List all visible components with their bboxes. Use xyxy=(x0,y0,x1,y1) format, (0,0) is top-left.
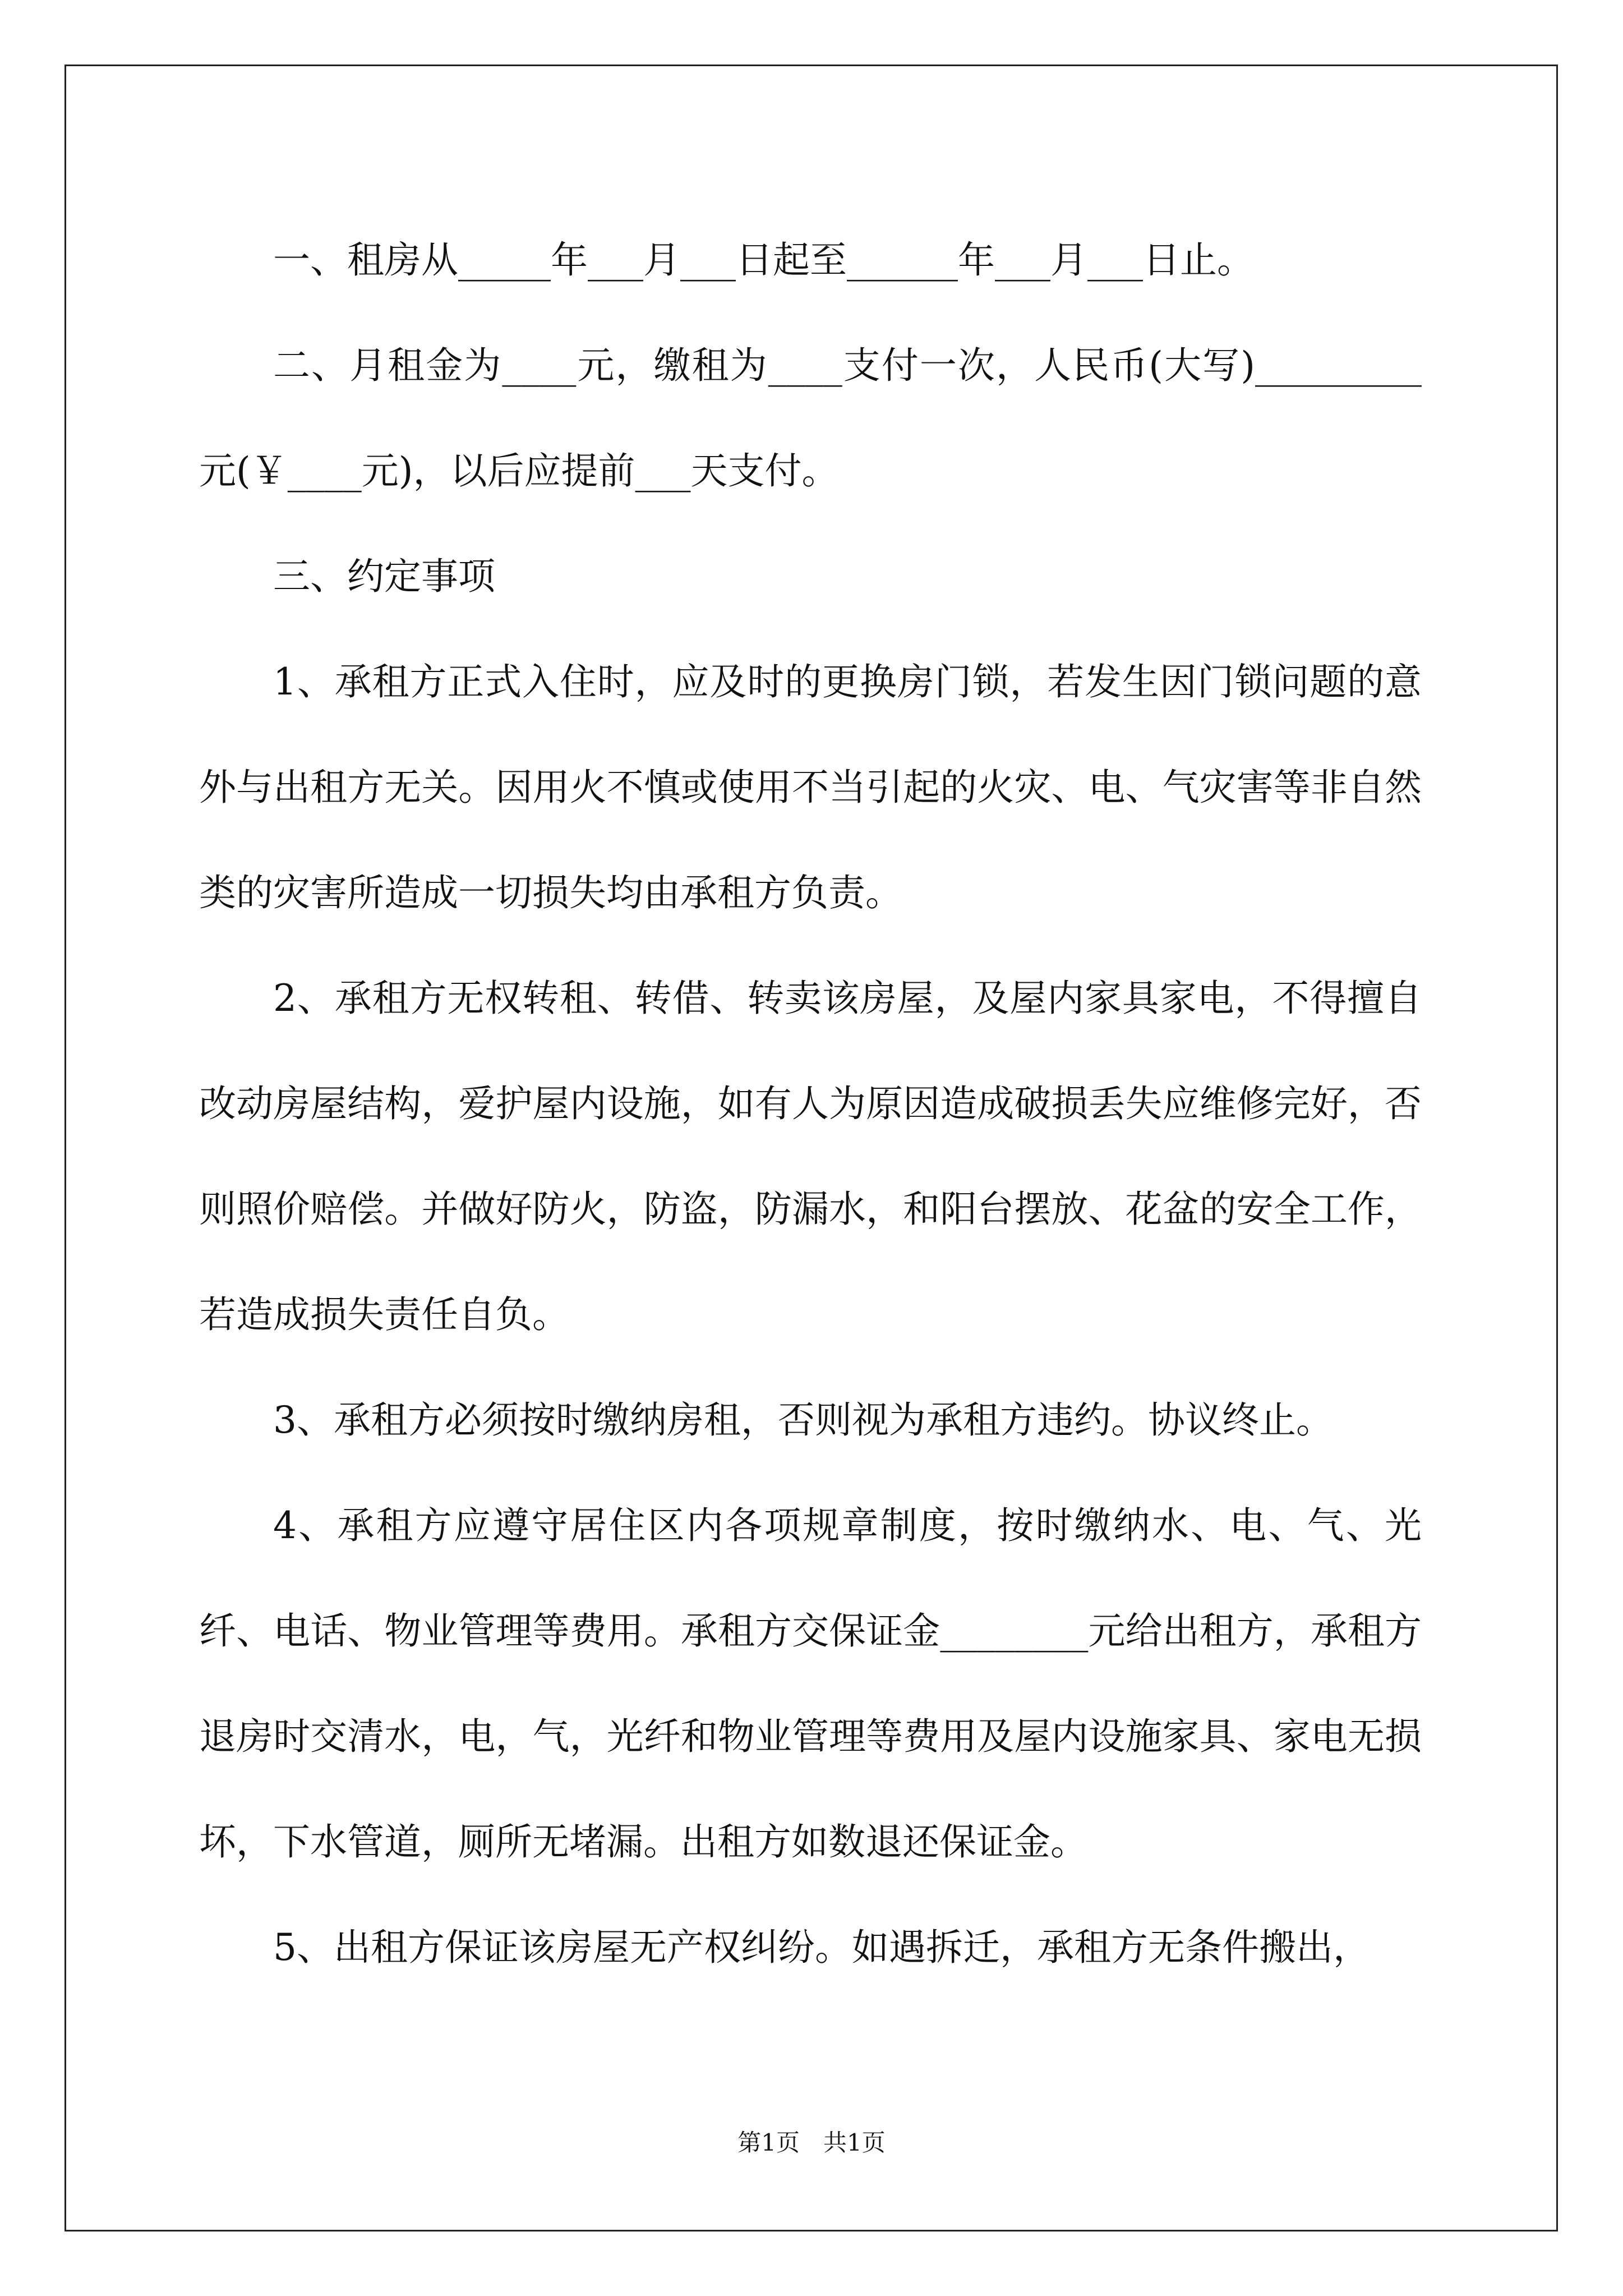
clause-item-1: 1、承租方正式入住时，应及时的更换房门锁，若发生因门锁问题的意外与出租方无关。因用火不慎或使用不当引起的火灾、电、气灾害等非自然类的灾害所造成一切损失均由承租方负责。 xyxy=(199,660,1422,914)
clause-item-4: 4、承租方应遵守居住区内各项规章制度，按时缴纳水、电、气、光纤、电话、物业管理等费用。承租方交保证金________元给出租方，承租方退房时交清水，电，气，光纤和物业管理等费用及屋内设施家具、家电无损坏，下水管道，厕所无堵漏。出租方如数退还保证金。 xyxy=(199,1504,1422,1864)
clause-rental-period: 一、租房从_____年___月___日起至______年___月___日止。 xyxy=(273,238,1254,282)
clause-item-3: 3、承租方必须按时缴纳房租，否则视为承租方违约。协议终止。 xyxy=(273,1398,1333,1442)
section-heading-agreed-items: 三、约定事项 xyxy=(273,555,495,598)
page-footer: 第1页 共1页 xyxy=(737,2129,886,2156)
clause-item-2: 2、承租方无权转租、转借、转卖该房屋，及屋内家具家电，不得擅自改动房屋结构，爱护屋内设施，如有人为原因造成破损丢失应维修完好，否则照价赔偿。并做好防火，防盗，防漏水，和阳台摆放、花盆的安全工作，若造成损失责任自负。 xyxy=(199,977,1422,1336)
clause-item-5: 5、出租方保证该房屋无产权纠纷。如遇拆迁，承租方无条件搬出， xyxy=(273,1926,1370,1969)
clause-monthly-rent: 二、月租金为____元，缴租为____支付一次，人民币(大写)_________元(￥____元)，以后应提前___天支付。 xyxy=(199,344,1422,493)
document-body xyxy=(199,208,1422,2000)
